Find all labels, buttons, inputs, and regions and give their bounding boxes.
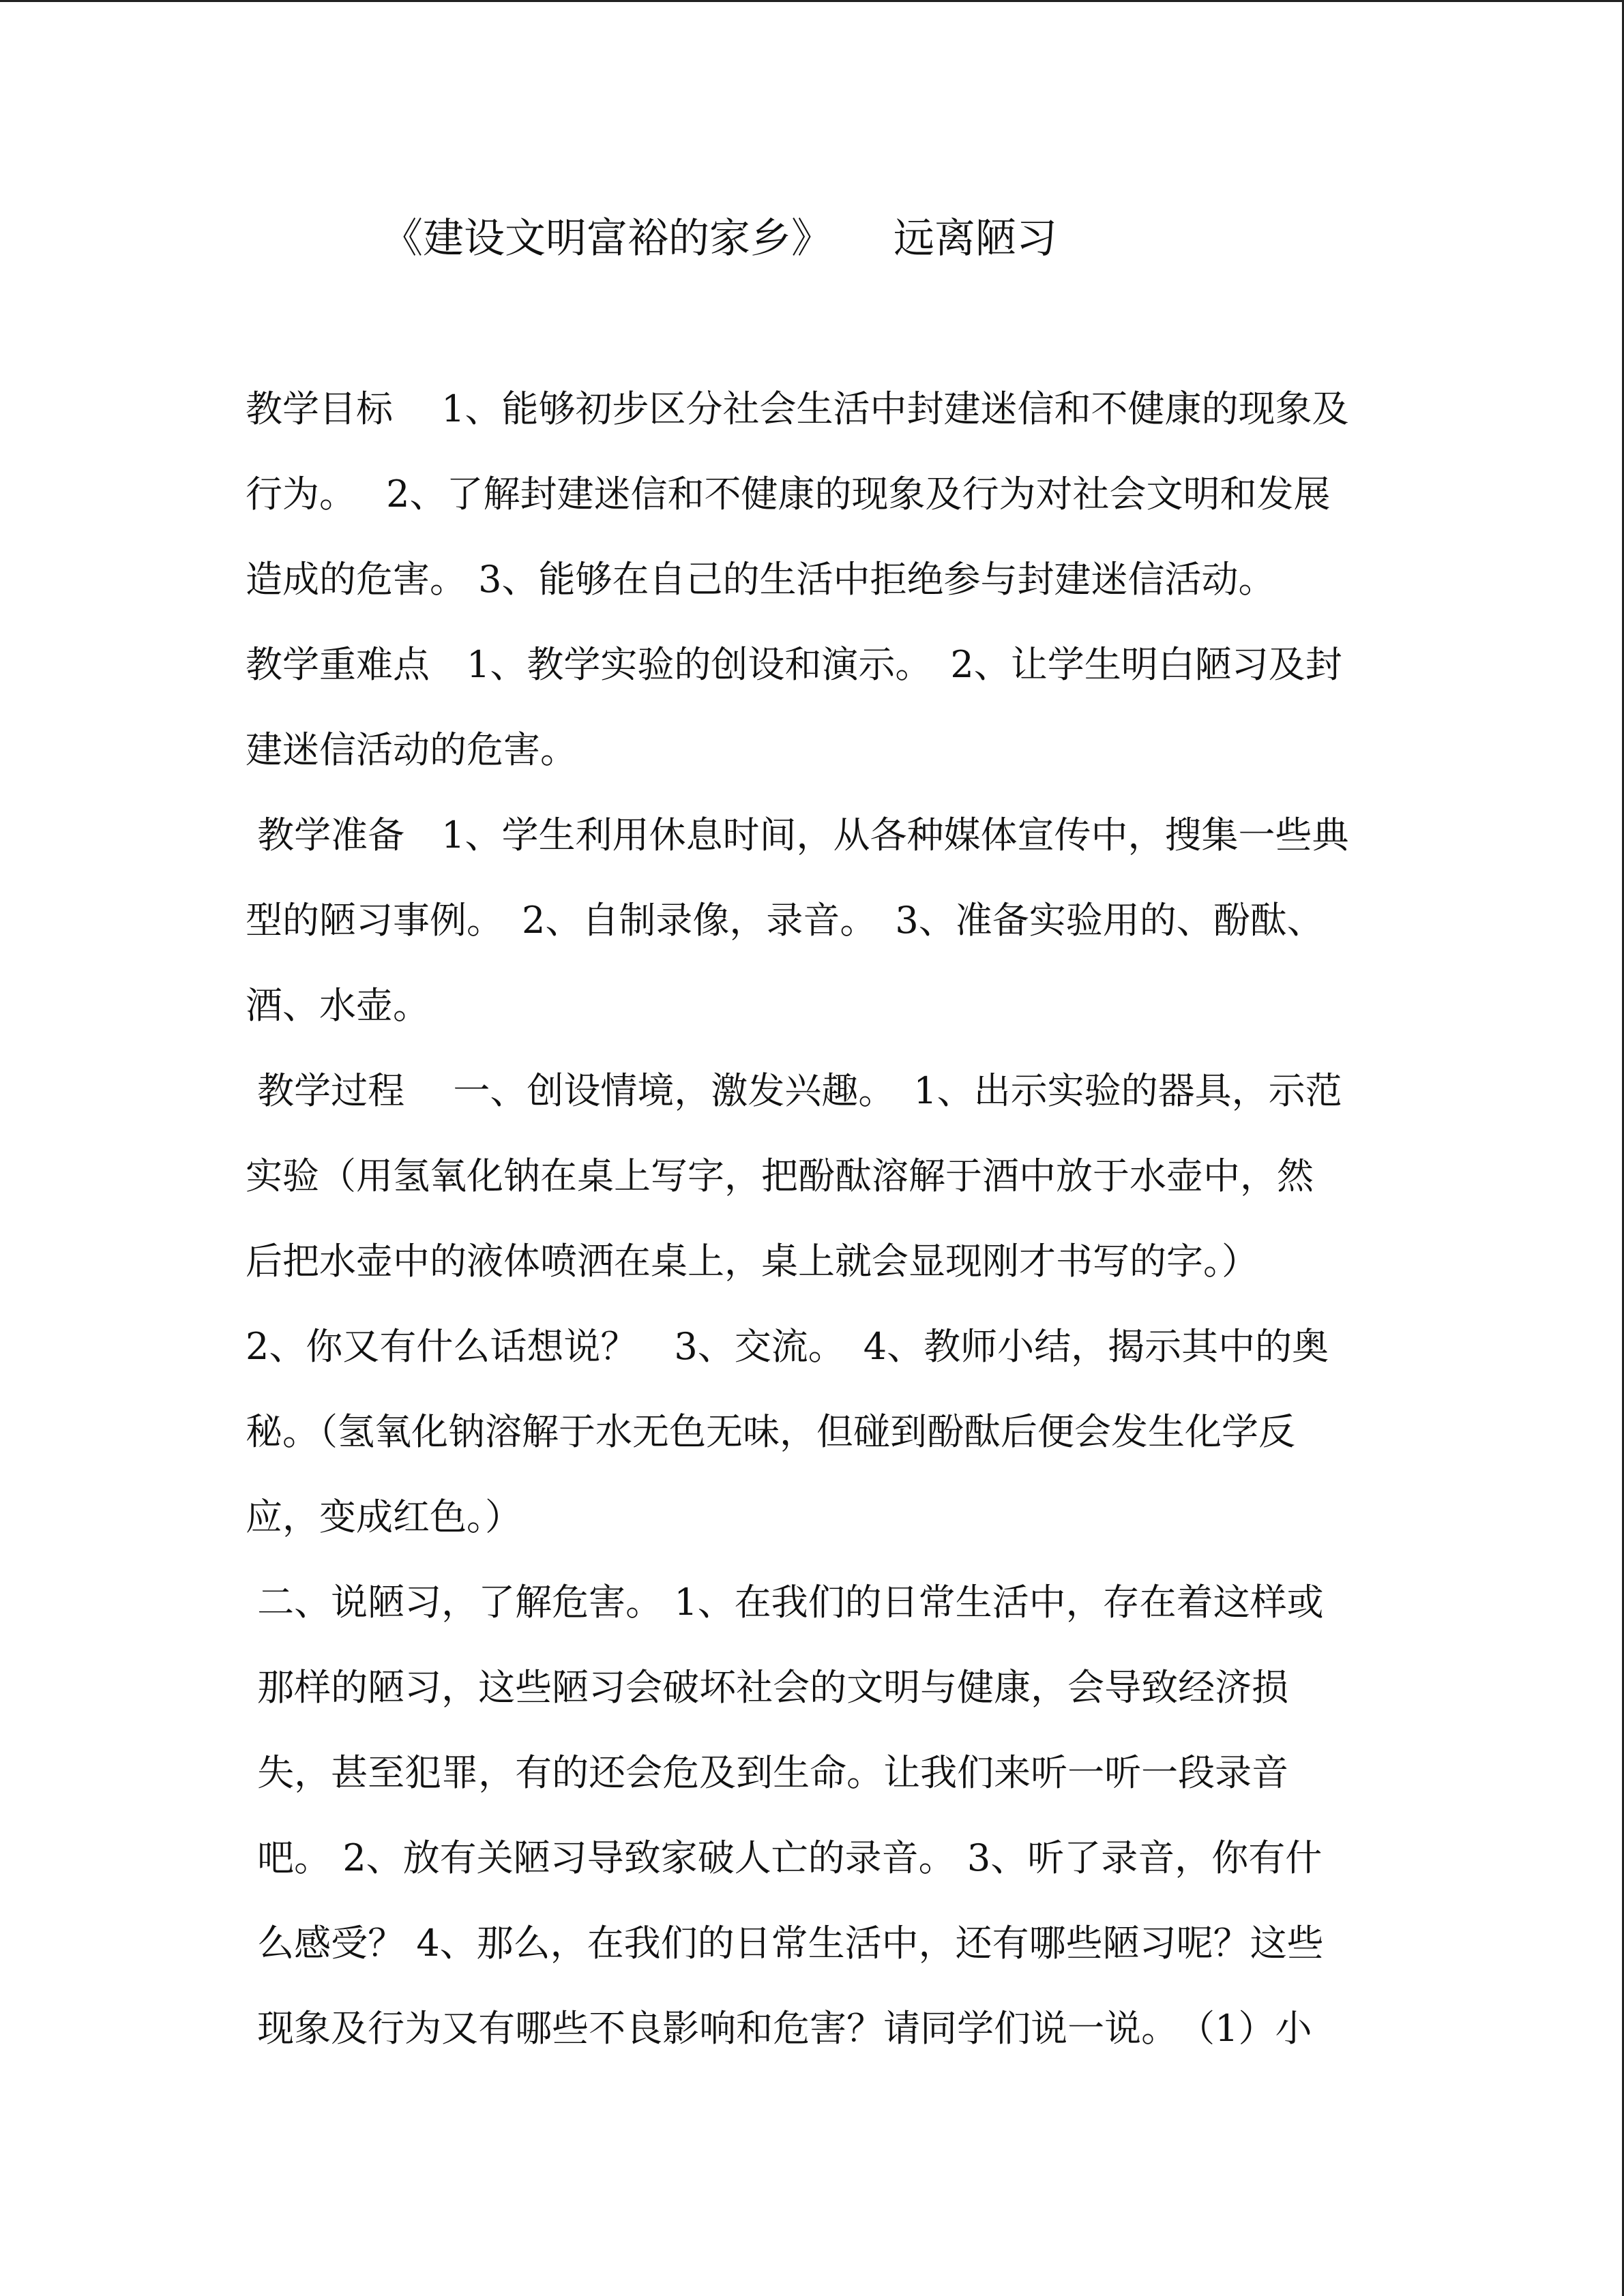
document-title: 《建设文明富裕的家乡》 远离陋习: [382, 215, 1057, 263]
body-line-12: 2、你又有什么话想说？ 3、交流。 4、教师小结，揭示其中的奥: [246, 1325, 1329, 1368]
body-line-11: 后把水壶中的液体喷洒在桌上，桌上就会显现刚才书写的字。）: [246, 1240, 1258, 1283]
body-line-8: 酒、水壶。: [246, 984, 430, 1027]
body-line-13: 秘。（氢氧化钠溶解于水无色无味，但碰到酚酞后便会发生化学反: [246, 1410, 1295, 1453]
body-line-6: 教学准备 1、学生利用休息时间，从各种媒体宣传中，搜集一些典: [246, 814, 1349, 856]
body-line-18: 吧。 2、放有关陋习导致家破人亡的录音。 3、听了录音，你有什: [246, 1836, 1323, 1879]
body-line-10: 实验（用氢氧化钠在桌上写字，把酚酞溶解于酒中放于水壶中，然: [246, 1154, 1314, 1197]
body-line-16: 那样的陋习，这些陋习会破坏社会的文明与健康，会导致经济损: [246, 1666, 1289, 1709]
body-line-9: 教学过程 一、创设情境，激发兴趣。 1、出示实验的器具，示范: [246, 1069, 1342, 1112]
body-line-3: 造成的危害。 3、能够在自己的生活中拒绝参与封建迷信活动。: [246, 558, 1275, 601]
body-line-20: 现象及行为又有哪些不良影响和危害？请同学们说一说。 （1）小: [246, 2007, 1312, 2050]
body-line-4: 教学重难点 1、教学实验的创设和演示。 2、让学生明白陋习及封: [246, 643, 1342, 686]
body-line-5: 建迷信活动的危害。: [246, 728, 577, 771]
body-line-1: 教学目标 1、能够初步区分社会生活中封建迷信和不健康的现象及: [246, 387, 1349, 430]
body-line-15: 二、说陋习，了解危害。 1、在我们的日常生活中，存在着这样或: [246, 1581, 1324, 1624]
body-line-7: 型的陋习事例。 2、自制录像，录音。 3、准备实验用的、酚酞、: [246, 899, 1324, 942]
body-line-2: 行为。 2、了解封建迷信和不健康的现象及行为对社会文明和发展: [246, 473, 1331, 516]
body-line-19: 么感受？ 4、那么，在我们的日常生活中，还有哪些陋习呢？这些: [246, 1922, 1324, 1965]
top-border-line: [0, 0, 1624, 2]
body-line-14: 应，变成红色。）: [246, 1495, 522, 1538]
body-line-17: 失，甚至犯罪，有的还会危及到生命。让我们来听一听一段录音: [246, 1751, 1289, 1794]
